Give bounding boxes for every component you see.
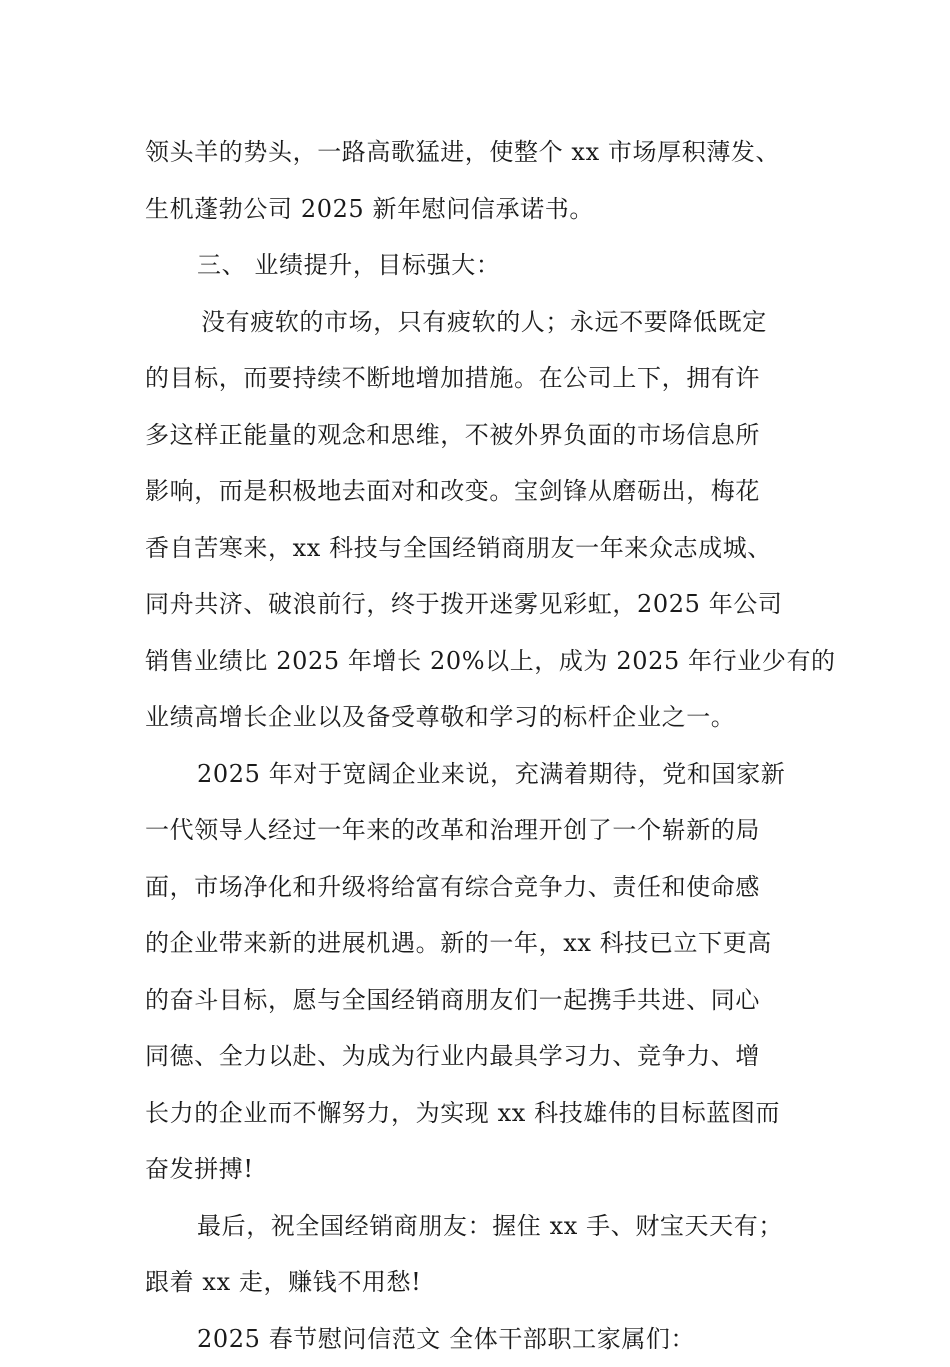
text-line: 奋发拼搏!	[145, 1141, 810, 1198]
text-line: 同舟共济、破浪前行，终于拨开迷雾见彩虹，2025 年公司	[145, 576, 810, 633]
text-line: 销售业绩比 2025 年增长 20%以上，成为 2025 年行业少有的	[145, 633, 810, 690]
text-line: 最后，祝全国经销商朋友：握住 xx 手、财宝天天有；	[145, 1198, 810, 1255]
text-line: 领头羊的势头，一路高歌猛进，使整个 xx 市场厚积薄发、	[145, 124, 810, 181]
text-line: 的企业带来新的进展机遇。新的一年，xx 科技已立下更高	[145, 915, 810, 972]
text-line: 2025 春节慰问信范文 全体干部职工家属们：	[145, 1311, 810, 1367]
document-body	[145, 124, 810, 1367]
section-heading: 三、 业绩提升，目标强大：	[145, 237, 810, 294]
text-line: 业绩高增长企业以及备受尊敬和学习的标杆企业之一。	[145, 689, 810, 746]
text-line: 面，市场净化和升级将给富有综合竞争力、责任和使命感	[145, 859, 810, 916]
text-line: 同德、全力以赴、为成为行业内最具学习力、竞争力、增	[145, 1028, 810, 1085]
text-line: 没有疲软的市场，只有疲软的人；永远不要降低既定	[145, 294, 810, 351]
text-line: 2025 年对于宽阔企业来说，充满着期待，党和国家新	[145, 746, 810, 803]
text-line: 香自苦寒来，xx 科技与全国经销商朋友一年来众志成城、	[145, 520, 810, 577]
text-line: 长力的企业而不懈努力，为实现 xx 科技雄伟的目标蓝图而	[145, 1085, 810, 1142]
text-line: 的目标，而要持续不断地增加措施。在公司上下，拥有许	[145, 350, 810, 407]
text-line: 生机蓬勃公司 2025 新年慰问信承诺书。	[145, 181, 810, 238]
text-line: 跟着 xx 走，赚钱不用愁!	[145, 1254, 810, 1311]
text-line: 一代领导人经过一年来的改革和治理开创了一个崭新的局	[145, 802, 810, 859]
text-line: 多这样正能量的观念和思维，不被外界负面的市场信息所	[145, 407, 810, 464]
text-line: 的奋斗目标，愿与全国经销商朋友们一起携手共进、同心	[145, 972, 810, 1029]
text-line: 影响，而是积极地去面对和改变。宝剑锋从磨砺出，梅花	[145, 463, 810, 520]
